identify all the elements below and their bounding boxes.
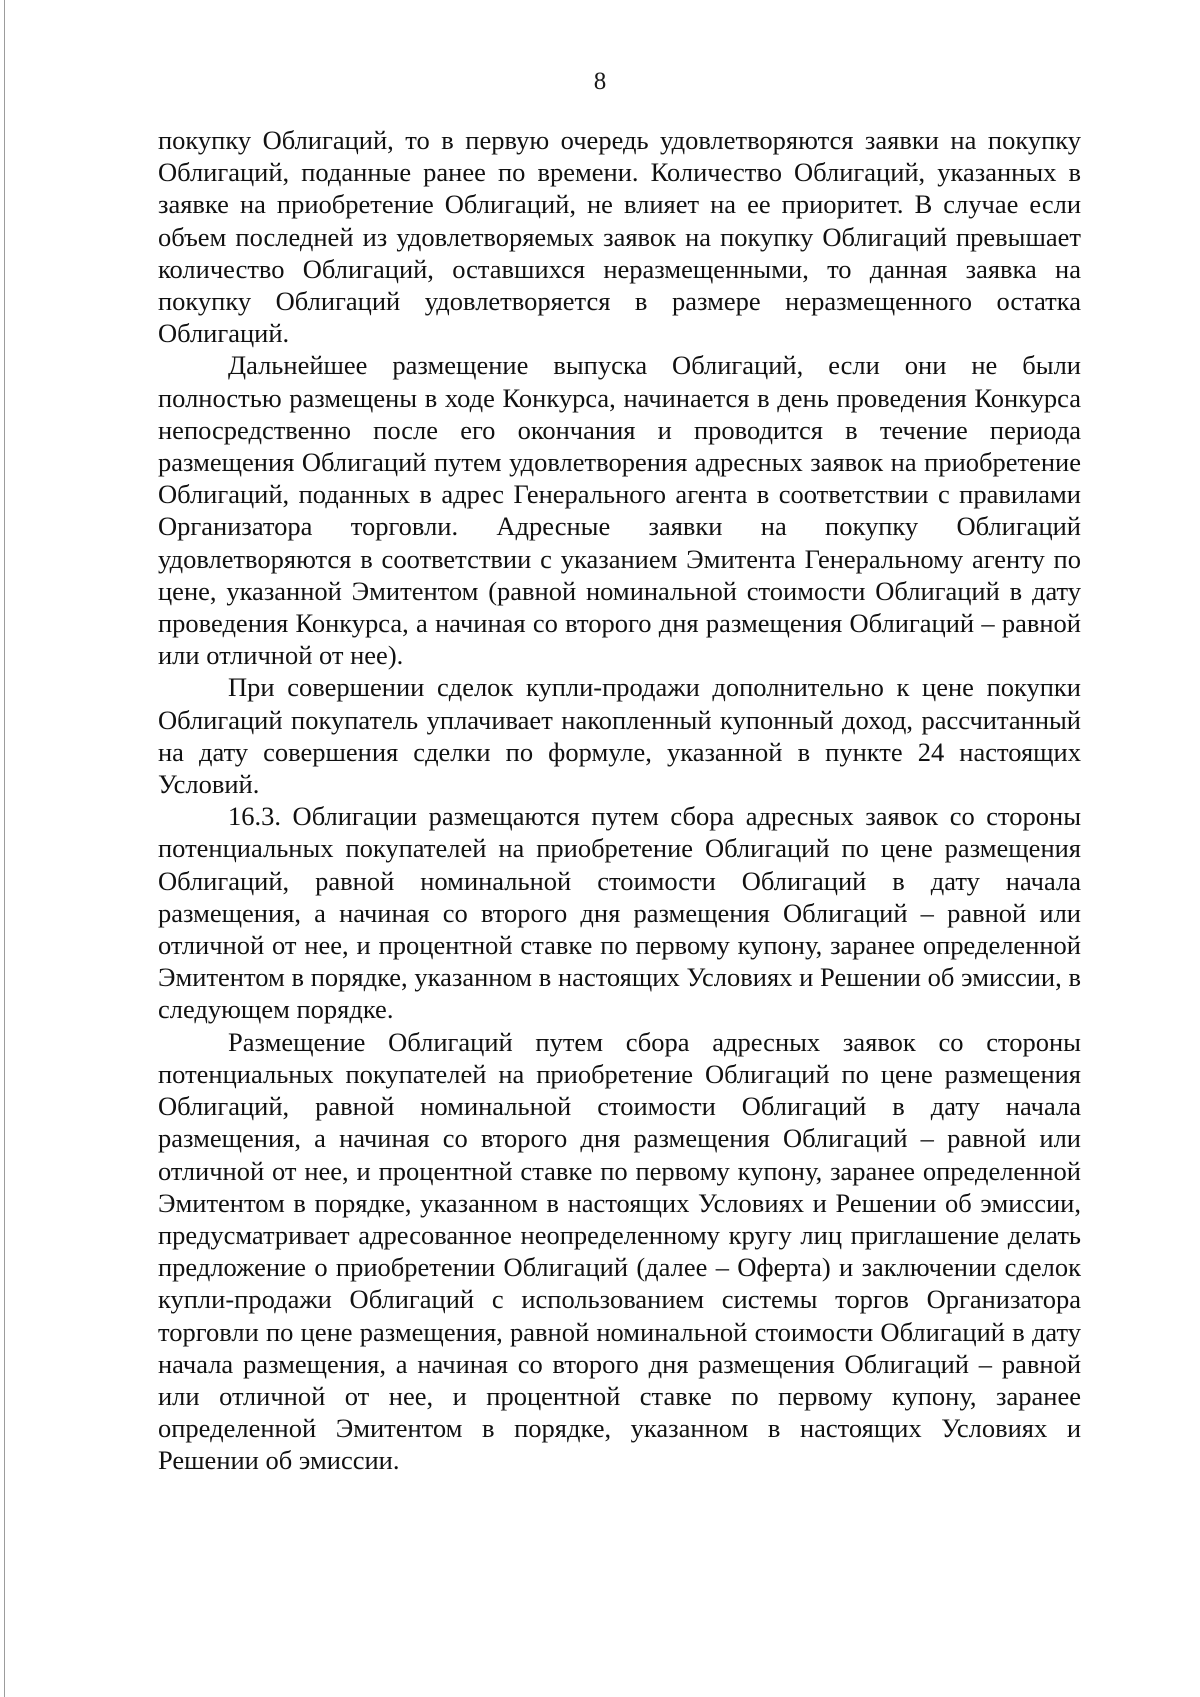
paragraph-continuation: покупку Облигаций, то в первую очередь удовлетворяются заявки на покупку Облигаций, поданные ранее по времени. Количество Облигаций, указанных в заявке на приобретение Облигаций, не влияет на ее приоритет. В случае если объем последней из удовлетворяемых заявок на покупку Облигаций превышает количество Облигаций, оставшихся неразмещенными, то данная заявка на покупку Облигаций удовлетворяется в размере неразмещенного остатка Облигаций. [158, 125, 1081, 349]
scan-edge-line [4, 0, 5, 1697]
page-number: 8 [593, 68, 607, 95]
paragraph-accrued-coupon: При совершении сделок купли-продажи дополнительно к цене покупки Облигаций покупатель уплачивает накопленный купонный доход, рассчитанный на дату совершения сделки по формуле, указанной в пункте 24 настоящих Условий. [158, 672, 1081, 800]
paragraph-placement-offer: Размещение Облигаций путем сбора адресных заявок со стороны потенциальных покупателей на приобретение Облигаций по цене размещения Облигаций, равной номинальной стоимости Облигаций в дату начала размещения, а начиная со второго дня размещения Облигаций – равной или отличной от нее, и процентной ставке по первому купону, заранее определенной Эмитентом в порядке, указанном в настоящих Условиях и Решении об эмиссии, предусматривает адресованное неопределенному кругу лиц приглашение делать предложение о приобретении Облигаций (далее – Оферта) и заключении сделок купли-продажи Облигаций с использованием системы торгов Организатора торговли по цене размещения, равной номинальной стоимости Облигаций в дату начала размещения, а начиная со второго дня размещения Облигаций – равной или отличной от нее, и процентной ставке по первому купону, заранее определенной Эмитентом в порядке, указанном в настоящих Условиях и Решении об эмиссии. [158, 1026, 1081, 1476]
paragraph-section-16-3: 16.3. Облигации размещаются путем сбора адресных заявок со стороны потенциальных покупателей на приобретение Облигаций по цене размещения Облигаций, равной номинальной стоимости Облигаций в дату начала размещения, а начиная со второго дня размещения Облигаций – равной или отличной от нее, и процентной ставке по первому купону, заранее определенной Эмитентом в порядке, указанном в настоящих Условиях и Решении об эмиссии, в следующем порядке. [158, 801, 1081, 1025]
document-body [158, 124, 1081, 1477]
paragraph-further-placement: Дальнейшее размещение выпуска Облигаций, если они не были полностью размещены в ходе Конкурса, начинается в день проведения Конкурса непосредственно после его окончания и проводится в течение периода размещения Облигаций путем удовлетворения адресных заявок на приобретение Облигаций, поданных в адрес Генерального агента в соответствии с правилами Организатора торговли. Адресные заявки на покупку Облигаций удовлетворяются в соответствии с указанием Эмитента Генеральному агенту по цене, указанной Эмитентом (равной номинальной стоимости Облигаций в дату проведения Конкурса, а начиная со второго дня размещения Облигаций – равной или отличной от нее). [158, 350, 1081, 671]
